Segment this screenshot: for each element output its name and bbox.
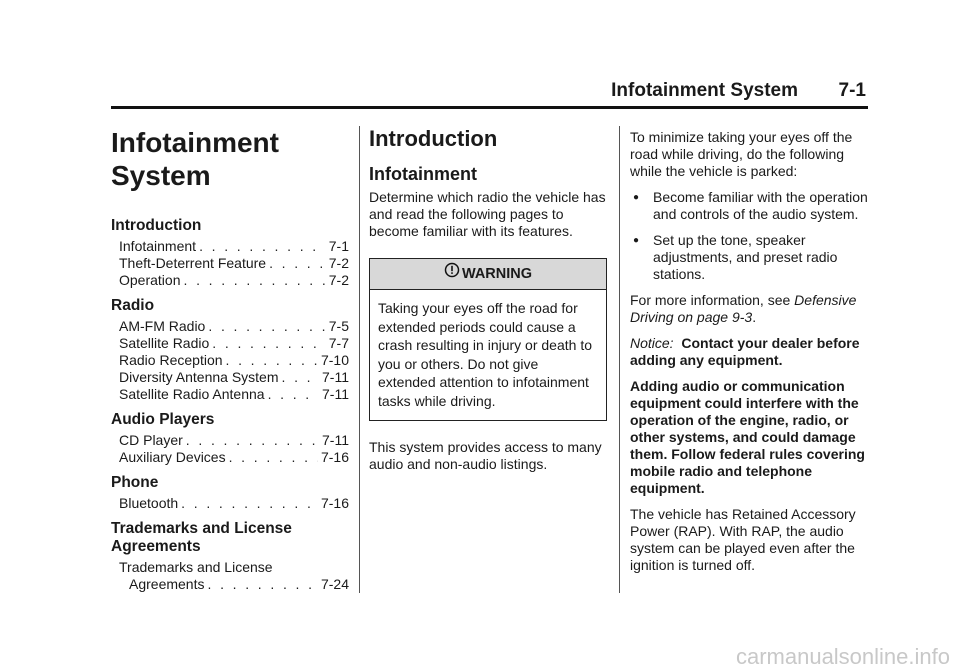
minimize-paragraph: To minimize taking your eyes off the road while driving, do the following while the vehicle is parked: bbox=[630, 129, 853, 179]
section-title: Introduction bbox=[369, 126, 498, 151]
toc-entry[interactable]: Radio Reception . . . 7-10 bbox=[111, 352, 349, 369]
cross-reference-link[interactable]: Defensive Driving on page 9-3 bbox=[630, 292, 857, 325]
interference-paragraph: Adding audio or communication equipment could interfere with the operation of the engine, radio, or other systems, and could damage them. Follow federal rules covering mobile radio and telephone equipment. bbox=[630, 378, 865, 496]
page-header bbox=[111, 80, 868, 109]
subsection-title: Infotainment bbox=[369, 164, 477, 184]
toc-entry[interactable]: AM-FM Radio . . . 7-5 bbox=[111, 318, 349, 335]
toc-heading-audio-players: Audio Players bbox=[111, 411, 215, 428]
toc-column bbox=[111, 120, 349, 593]
header-page-number: 7-1 bbox=[838, 80, 866, 101]
warning-box bbox=[369, 258, 607, 421]
toc-heading-trademarks: Trademarks and License Agreements bbox=[111, 520, 292, 555]
toc-entry[interactable]: Satellite Radio . . . 7-7 bbox=[111, 335, 349, 352]
toc-entry[interactable]: Trademarks and License Agreements . . . 7-24 bbox=[111, 559, 349, 593]
warning-header bbox=[370, 259, 606, 290]
toc-heading-introduction: Introduction bbox=[111, 217, 202, 234]
access-paragraph: This system provides access to many audio and non-audio listings. bbox=[369, 439, 602, 472]
toc-entry[interactable]: Operation . . . 7-2 bbox=[111, 272, 349, 289]
warning-label: WARNING bbox=[461, 266, 533, 282]
list-item: ● Set up the tone, speaker adjustments, and preset radio stations. bbox=[630, 232, 870, 283]
bullet-icon: ● bbox=[633, 192, 640, 203]
intro-paragraph: Determine which radio the vehicle has and read the following pages to become familiar with its features. bbox=[369, 189, 606, 239]
bullet-icon: ● bbox=[633, 235, 640, 246]
toc-entry[interactable]: Infotainment . . . 7-1 bbox=[111, 238, 349, 255]
warning-text: Taking your eyes off the road for extended periods could cause a crash resulting in injury or death to you or others. Do not give extended attention to infotainment tasks while driving. bbox=[378, 300, 592, 409]
toc-entry[interactable]: Satellite Radio Antenna . . . 7-11 bbox=[111, 386, 349, 403]
column-divider bbox=[619, 126, 620, 593]
right-column bbox=[630, 129, 870, 583]
toc-heading-phone: Phone bbox=[111, 474, 159, 491]
header-title: Infotainment System bbox=[611, 80, 798, 101]
toc-entry[interactable]: Theft-Deterrent Feature . . . 7-2 bbox=[111, 255, 349, 272]
warning-icon bbox=[444, 259, 460, 289]
toc-entry[interactable]: CD Player . . . 7-11 bbox=[111, 432, 349, 449]
toc-entry[interactable]: Diversity Antenna System . . . 7-11 bbox=[111, 369, 349, 386]
column-divider bbox=[359, 126, 360, 593]
list-item: ● Become familiar with the operation and controls of the audio system. bbox=[630, 189, 870, 223]
toc-entry[interactable]: Auxiliary Devices . . . 7-16 bbox=[111, 449, 349, 466]
more-info-paragraph: For more information, see Defensive Driving on page 9-3. bbox=[630, 292, 857, 325]
watermark: carmanualsonline.info bbox=[735, 644, 950, 669]
chapter-title: Infotainment System bbox=[111, 127, 279, 191]
notice-paragraph: Notice: Contact your dealer before adding any equipment. bbox=[630, 335, 860, 368]
toc-heading-radio: Radio bbox=[111, 297, 155, 314]
rap-paragraph: The vehicle has Retained Accessory Power (RAP). With RAP, the audio system can be played even after the ignition is turned off. bbox=[630, 506, 856, 573]
main-column bbox=[369, 120, 609, 473]
toc-entry[interactable]: Bluetooth . . . 7-16 bbox=[111, 495, 349, 512]
